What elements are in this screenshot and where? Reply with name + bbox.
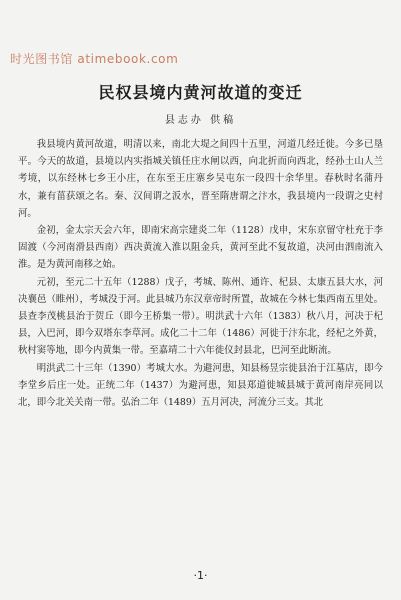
- document-authors: 县志办 供稿: [164, 115, 237, 126]
- paragraph-1: 我县境内黄河故道，明清以来，南北大堤之间四十五里，河道几经迁徙。今多已垦平。今天的故道，县境以内实指城关镇任庄水闸以西，向北折而向西北，经孙土山人兰考境，以东经林七乡王小庄，在东至王庄寨乡吴屯东一段四十余华里。春秋时名蒲丹水，兼有菑获颂之名。秦、汉间谓之汳水，晋至隋唐谓之汴水，我县境内一段谓之史村河。: [18, 139, 383, 219]
- paragraph-2: 金初，金太宗天会六年，即南宋高宗建炎二年（1128）戊申，宋东京留守杜充于李固渡（今河南滑县西南）西决黄流入淮以阻金兵，黄河至此不复故道，决河由泗南流入淮。是为黄河南移之始。: [18, 225, 383, 271]
- document-title: 民权县境内黄河故道的变迁: [98, 83, 303, 102]
- page-number: ·1·: [193, 569, 208, 582]
- paragraph-4: 明洪武二十三年（1390）考城大水。为避河患，知县杨昱宗徙县治于江墓店，即今李堂乡后庄一处。正统二年（1437）为避河患，知县郑道徙城县城于黄河南岸亮同以北，即今北关关南一带。弘治二年（1489）五月河决，河流分三支。其北: [18, 362, 383, 409]
- watermark-text: 时光图书馆 atimebook.com: [10, 52, 179, 66]
- document-page: [18, 70, 383, 590]
- document-body: [18, 136, 383, 411]
- paragraph-3: 元初，至元二十五年（1288）戊子，考城、陈州、通许、杞县、太康五县大水，河决襄邑（睢州），考城没于河。此县城乃东汉章帝时所置，故城在今林七集西南五里处。县查李茂桃县治于贺丘（即今王桥集一带）。明洪武十六年（1383）秋八月，河决于杞县，入巴河，即今双塔东李草河。成化二十二年（1486）河徙于汴东北，经杞之外黄，秋村窦等地，即今内黄集一带。至嘉靖二十六年徙仪封县北，巴河至此断流。: [18, 276, 383, 357]
